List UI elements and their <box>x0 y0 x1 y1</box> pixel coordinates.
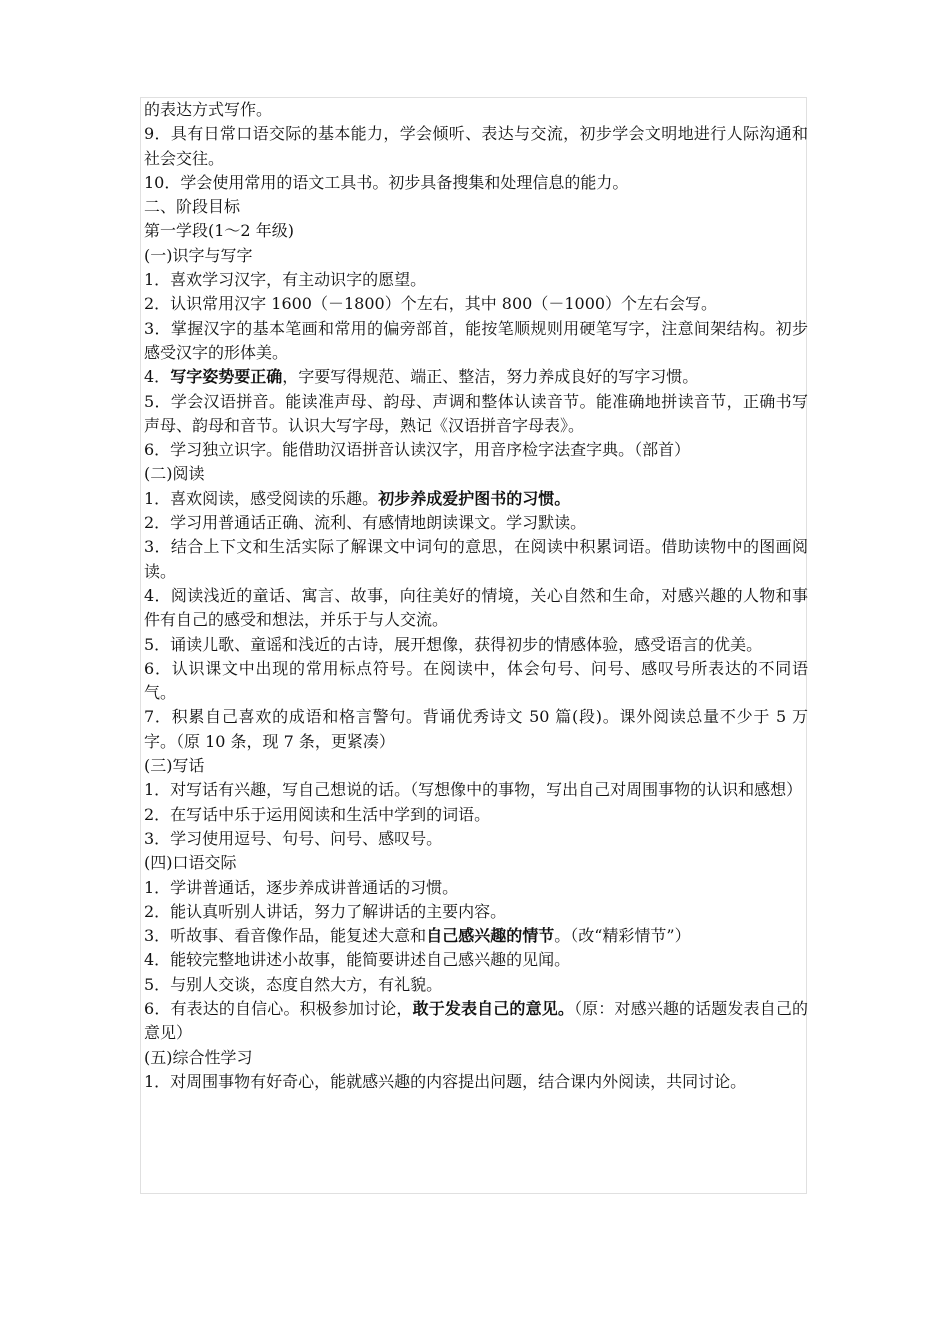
text-segment: 5．与别人交谈，态度自然大方，有礼貌。 <box>144 974 443 994</box>
text-segment: 的表达方式写作。 <box>144 100 273 119</box>
text-segment: 4．能较完整地讲述小故事，能简要讲述自己感兴趣的见闻。 <box>144 950 571 970</box>
paragraph <box>144 851 808 875</box>
paragraph <box>144 778 808 802</box>
text-segment: 二、阶段目标 <box>144 197 241 217</box>
text-segment: (五)综合性学习 <box>144 1047 253 1067</box>
paragraph <box>144 705 808 754</box>
text-segment: 10．学会使用常用的语文工具书。初步具备搜集和处理信息的能力。 <box>144 172 629 192</box>
text-segment: 1．对写话有兴趣，写自己想说的话。（写想像中的事物，写出自己对周围事物的认识和感想） <box>144 780 803 800</box>
paragraph <box>144 292 808 316</box>
paragraph <box>144 948 808 972</box>
paragraph <box>144 317 808 366</box>
paragraph <box>144 827 808 851</box>
text-segment: 6．认识课文中出现的常用标点符号。在阅读中，体会句号、问号、感叹号所表达的不同语气。 <box>144 658 808 703</box>
text-segment: 。（改“精彩情节”） <box>554 926 691 946</box>
paragraph <box>144 390 808 439</box>
paragraph <box>144 244 808 268</box>
paragraph <box>144 171 808 195</box>
text-segment: ，字要写得规范、端正、整洁，努力养成良好的写字习惯。 <box>282 367 699 387</box>
text-segment: 2．在写话中乐于运用阅读和生活中学到的词语。 <box>144 804 491 824</box>
text-segment: (一)识字与写字 <box>144 245 253 265</box>
paragraph <box>144 973 808 997</box>
text-segment: 4．阅读浅近的童话、寓言、故事，向往美好的情境，关心自然和生命，对感兴趣的人物和事件有自己的感受和想法，并乐于与人交流。 <box>144 585 808 630</box>
text-segment: 3．听故事、看音像作品，能复述大意和 <box>144 926 427 946</box>
paragraph <box>144 511 808 535</box>
text-segment: (三)写话 <box>144 756 205 776</box>
text-segment: 2．能认真听别人讲话，努力了解讲话的主要内容。 <box>144 901 507 921</box>
paragraph <box>144 584 808 633</box>
bold-text: 写字姿势要正确 <box>170 367 283 387</box>
paragraph <box>144 438 808 462</box>
paragraph <box>144 535 808 584</box>
text-segment: 第一学段(1～2 年级) <box>144 221 294 241</box>
text-segment: (二)阅读 <box>144 464 205 484</box>
text-segment: 2．认识常用汉字 1600（－1800）个左右，其中 800（－1000）个左右会写。 <box>144 294 718 314</box>
text-segment: 1．喜欢阅读，感受阅读的乐趣。 <box>144 488 379 508</box>
paragraph <box>144 462 808 486</box>
text-segment: 3．结合上下文和生活实际了解课文中词句的意思，在阅读中积累词语。借助读物中的图画阅读。 <box>144 537 808 581</box>
text-segment: 7．积累自己喜欢的成语和格言警句。背诵优秀诗文 50 篇(段)。课外阅读总量不少于 5 万字。（原 10 条，现 7 条，更紧凑） <box>144 707 808 751</box>
paragraph <box>144 754 808 778</box>
paragraph <box>144 219 808 243</box>
text-segment: 3．学习使用逗号、句号、问号、感叹号。 <box>144 828 443 848</box>
paragraph <box>144 195 808 219</box>
paragraph <box>144 900 808 924</box>
paragraph <box>144 657 808 706</box>
document-body <box>144 98 808 1094</box>
paragraph <box>144 1070 808 1094</box>
bold-text: 初步养成爱护图书的习惯。 <box>378 488 571 508</box>
text-segment: 6．学习独立识字。能借助汉语拼音认读汉字，用音序检字法查字典。（部首） <box>144 440 691 460</box>
text-segment: 1．喜欢学习汉字，有主动识字的愿望。 <box>144 270 427 290</box>
paragraph <box>144 876 808 900</box>
bold-text: 自己感兴趣的情节 <box>426 926 555 946</box>
paragraph <box>144 487 808 511</box>
text-segment: 5．诵读儿歌、童谣和浅近的古诗，展开想像，获得初步的情感体验，感受语言的优美。 <box>144 634 763 654</box>
paragraph <box>144 365 808 389</box>
paragraph <box>144 803 808 827</box>
text-segment: 4． <box>144 367 171 387</box>
text-segment: 1．对周围事物有好奇心，能就感兴趣的内容提出问题，结合课内外阅读，共同讨论。 <box>144 1071 747 1091</box>
paragraph <box>144 122 808 171</box>
paragraph <box>144 98 808 122</box>
paragraph <box>144 633 808 657</box>
text-segment: 1．学讲普通话，逐步养成讲普通话的习惯。 <box>144 877 459 897</box>
bold-text: 敢于发表自己的意见。 <box>412 998 574 1018</box>
text-segment: 6．有表达的自信心。积极参加讨论， <box>144 998 413 1018</box>
text-segment: 2．学习用普通话正确、流利、有感情地朗读课文。学习默读。 <box>144 513 587 533</box>
text-segment: （原：对感兴趣的话题发表自己的意见） <box>144 998 808 1043</box>
paragraph <box>144 1046 808 1070</box>
paragraph <box>144 268 808 292</box>
text-segment: (四)口语交际 <box>144 853 237 873</box>
text-segment: 9．具有日常口语交际的基本能力，学会倾听、表达与交流，初步学会文明地进行人际沟通和社会交往。 <box>144 124 808 168</box>
text-segment: 3．掌握汉字的基本笔画和常用的偏旁部首，能按笔顺规则用硬笔写字，注意间架结构。初步感受汉字的形体美。 <box>144 318 808 362</box>
paragraph <box>144 997 808 1046</box>
text-segment: 5．学会汉语拼音。能读准声母、韵母、声调和整体认读音节。能准确地拼读音节，正确书写声母、韵母和音节。认识大写字母，熟记《汉语拼音字母表》。 <box>144 391 808 435</box>
paragraph <box>144 924 808 948</box>
